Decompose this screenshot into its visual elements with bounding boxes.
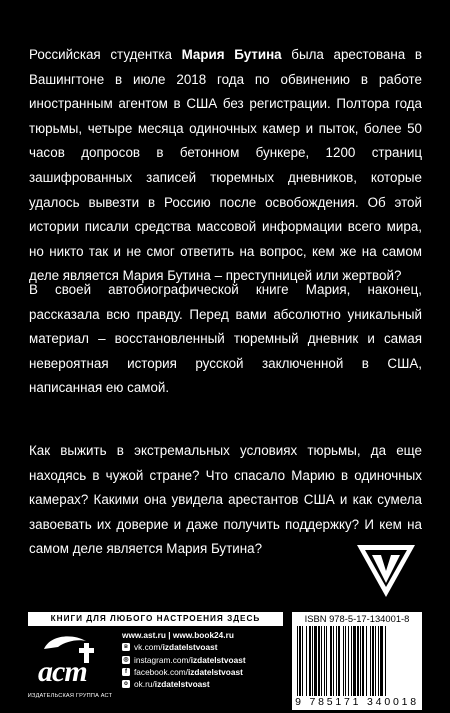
barcode-icon: [297, 626, 417, 696]
paragraph-text: была арестована в Вашингтоне в июле 2018 года по обвинению в работе иностранным агентом в США без регистрации. Полтора года тюрьмы, четыре месяца одиночных камер и пыток, более 50 часов допросов в бетонном бункере, 1200 страниц зашифрованных записей тюремных дневников, которые удалось вывезти в Россию после освобождения. Об этой истории писали средства массовой информации всего мира, но никто так и не смог ответить на вопрос, кем же на самом деле является Мария Бутина – преступницей или жертвой?: [29, 47, 422, 284]
link-prefix: instagram.com/: [134, 654, 191, 665]
link-prefix: ok.ru/: [134, 679, 155, 690]
link-prefix: vk.com/: [134, 642, 163, 653]
author-name: Мария Бутина: [181, 47, 282, 62]
barcode-number: 9 785171 340018: [295, 696, 419, 708]
instagram-icon: ◎: [123, 656, 129, 663]
social-link-ok[interactable]: [122, 678, 246, 690]
logo-wordmark: аст: [38, 655, 87, 688]
publisher-links: [122, 629, 246, 690]
imprint-v-logo: [355, 543, 417, 599]
publisher-caption: ИЗДАТЕЛЬСКАЯ ГРУППА АСТ: [27, 693, 113, 699]
social-link-vk[interactable]: [122, 641, 246, 653]
vk-icon: в: [122, 643, 130, 651]
link-handle: izdatelstvoast: [187, 666, 243, 677]
facebook-icon: f: [122, 668, 130, 676]
link-handle: izdatelstvoast: [154, 679, 210, 690]
website-links[interactable]: www.ast.ru | www.book24.ru: [122, 630, 234, 640]
description-paragraph-3: Как выжить в экстремальных условиях тюрьмы, да еще находясь в чужой стране? Что спасало Марию в одиночных камерах? Какими она увидела арестантов США и как сумела завоевать их доверие и даже получить поддержку? И кем на самом деле является Мария Бутина?: [29, 443, 422, 557]
isbn-text: ISBN 978-5-17-134001-8: [304, 613, 410, 624]
description-paragraph-1: [29, 43, 422, 289]
link-handle: izdatelstvoast: [190, 654, 246, 665]
description-paragraph-2: В своей автобиографической книге Мария, наконец, рассказала всю правду. Перед вами абсолютно уникальный материал – восстановленный тюремный дневник и самая невероятная история русской заключенной в США, написанная ею самой.: [29, 282, 422, 396]
slogan-banner: КНИГИ ДЛЯ ЛЮБОГО НАСТРОЕНИЯ ЗДЕСЬ: [28, 612, 283, 626]
paragraph-text: Российская студентка: [29, 47, 182, 62]
social-link-facebook[interactable]: [122, 666, 246, 678]
link-handle: izdatelstvoast: [162, 642, 218, 653]
ok-icon: о: [122, 680, 130, 688]
link-prefix: facebook.com/: [134, 666, 188, 677]
barcode-box: [292, 612, 422, 710]
social-link-instagram[interactable]: [122, 654, 246, 666]
